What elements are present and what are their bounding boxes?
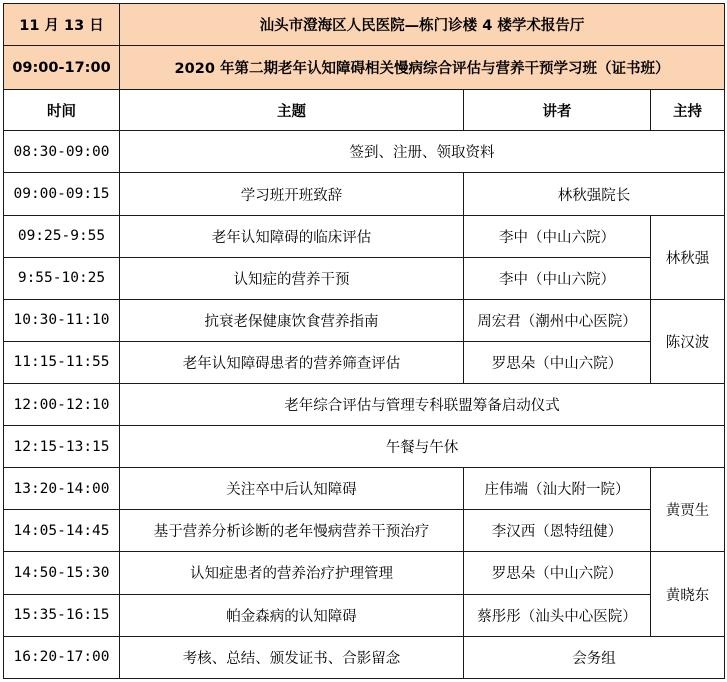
topic-cell: 学习班开班致辞 <box>120 173 464 215</box>
speaker-cell: 会务组 <box>464 636 725 678</box>
table-row <box>4 468 725 510</box>
course-title-cell: 2020 年第二期老年认知障碍相关慢病综合评估与营养干预学习班（证书班） <box>120 46 725 90</box>
column-header-row <box>4 90 725 131</box>
time-cell: 13:20-14:00 <box>4 468 120 510</box>
table-row <box>4 426 725 468</box>
host-cell: 林秋强 <box>651 215 725 299</box>
time-cell: 9:55-10:25 <box>4 257 120 299</box>
header-row-course <box>4 46 725 90</box>
time-cell: 10:30-11:10 <box>4 299 120 341</box>
time-cell: 08:30-09:00 <box>4 131 120 173</box>
time-range-cell: 09:00-17:00 <box>4 46 120 90</box>
time-cell: 14:50-15:30 <box>4 552 120 594</box>
header-row-venue <box>4 4 725 46</box>
host-cell: 黄贾生 <box>651 468 725 552</box>
time-cell: 09:25-9:55 <box>4 215 120 257</box>
topic-cell: 签到、注册、领取资料 <box>120 131 725 173</box>
table-row <box>4 299 725 341</box>
time-cell: 15:35-16:15 <box>4 594 120 636</box>
topic-cell: 抗衰老保健康饮食营养指南 <box>120 299 464 341</box>
speaker-cell: 庄伟端（汕大附一院） <box>464 468 651 510</box>
host-cell: 陈汉波 <box>651 299 725 383</box>
column-header-host: 主持 <box>651 90 725 131</box>
speaker-cell: 林秋强院长 <box>464 173 725 215</box>
speaker-cell: 李汉西（恩特纽健） <box>464 510 651 552</box>
speaker-cell: 李中（中山六院） <box>464 257 651 299</box>
speaker-cell: 罗思朵（中山六院） <box>464 341 651 383</box>
topic-cell: 认知症的营养干预 <box>120 257 464 299</box>
table-row <box>4 131 725 173</box>
table-row <box>4 173 725 215</box>
speaker-cell: 李中（中山六院） <box>464 215 651 257</box>
speaker-cell: 周宏君（潮州中心医院） <box>464 299 651 341</box>
table-row <box>4 510 725 552</box>
topic-cell: 认知症患者的营养治疗护理管理 <box>120 552 464 594</box>
time-cell: 09:00-09:15 <box>4 173 120 215</box>
topic-cell: 关注卒中后认知障碍 <box>120 468 464 510</box>
schedule-table <box>3 3 725 679</box>
date-cell: 11 月 13 日 <box>4 4 120 46</box>
topic-cell: 帕金森病的认知障碍 <box>120 594 464 636</box>
topic-cell: 老年认知障碍患者的营养筛查评估 <box>120 341 464 383</box>
time-cell: 14:05-14:45 <box>4 510 120 552</box>
host-cell: 黄晓东 <box>651 552 725 636</box>
speaker-cell: 罗思朵（中山六院） <box>464 552 651 594</box>
topic-cell: 考核、总结、颁发证书、合影留念 <box>120 636 464 678</box>
time-cell: 12:00-12:10 <box>4 384 120 426</box>
time-cell: 12:15-13:15 <box>4 426 120 468</box>
topic-cell: 基于营养分析诊断的老年慢病营养干预治疗 <box>120 510 464 552</box>
topic-cell: 老年认知障碍的临床评估 <box>120 215 464 257</box>
table-row <box>4 384 725 426</box>
table-row <box>4 257 725 299</box>
table-row <box>4 594 725 636</box>
table-row <box>4 552 725 594</box>
topic-cell: 老年综合评估与管理专科联盟筹备启动仪式 <box>120 384 725 426</box>
topic-cell: 午餐与午休 <box>120 426 725 468</box>
table-row <box>4 215 725 257</box>
column-header-time: 时间 <box>4 90 120 131</box>
time-cell: 16:20-17:00 <box>4 636 120 678</box>
time-cell: 11:15-11:55 <box>4 341 120 383</box>
column-header-topic: 主题 <box>120 90 464 131</box>
column-header-speaker: 讲者 <box>464 90 651 131</box>
speaker-cell: 蔡彤彤（汕头中心医院） <box>464 594 651 636</box>
table-row <box>4 341 725 383</box>
venue-cell: 汕头市澄海区人民医院—栋门诊楼 4 楼学术报告厅 <box>120 4 725 46</box>
table-row <box>4 636 725 678</box>
